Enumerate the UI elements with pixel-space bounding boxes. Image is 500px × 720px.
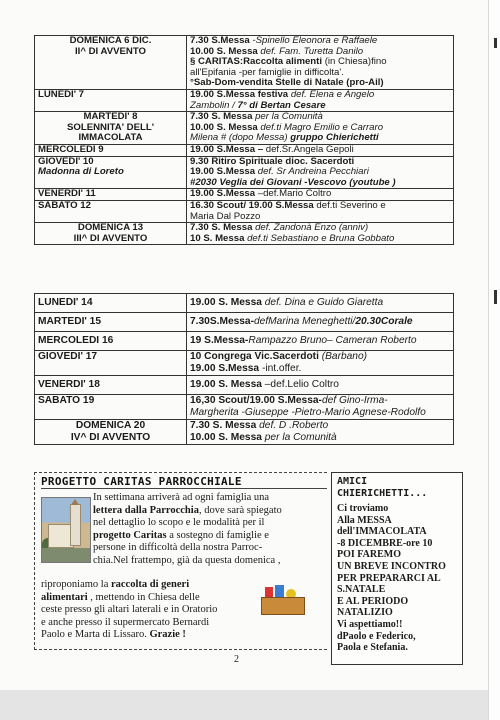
service-line bbox=[190, 133, 450, 144]
caritas-line bbox=[93, 517, 321, 530]
schedule-services bbox=[187, 332, 454, 351]
schedule-row bbox=[35, 223, 454, 245]
schedule-row bbox=[35, 189, 454, 201]
service-line bbox=[190, 101, 450, 112]
schedule-day bbox=[35, 144, 187, 156]
service-text: 7.30 S.Messa bbox=[190, 35, 253, 46]
service-text: gruppo Chierichetti bbox=[290, 132, 379, 144]
caritas-box bbox=[34, 472, 327, 650]
day-label: SOLENNITA' DELL' bbox=[67, 121, 154, 133]
service-text: #2030 Veglia dei Giovani -Vescovo (youtube ) bbox=[190, 176, 396, 188]
schedule-services bbox=[187, 223, 454, 245]
day-label: MERCOLEDI 16 bbox=[38, 335, 114, 346]
service-text: Margherita -Giuseppe -Pietro-Mario Agnese-Rodolfo bbox=[190, 407, 426, 418]
chierichetti-title-line: CHIERICHETTI... bbox=[337, 488, 428, 499]
caritas-text: e anche presso il supermercato Bernardi bbox=[41, 616, 210, 628]
service-text: 19.00 S.Messa – bbox=[190, 144, 266, 155]
service-line bbox=[190, 145, 450, 156]
schedule-table-week1 bbox=[34, 35, 454, 245]
day-label: IV^ DI AVVENTO bbox=[70, 432, 151, 443]
service-text: def. Fam. Turetta Danilo bbox=[260, 45, 364, 57]
service-text: 20.30Corale bbox=[355, 316, 413, 327]
schedule-services bbox=[187, 189, 454, 201]
caritas-text: alimentari bbox=[41, 591, 88, 603]
schedule-day bbox=[35, 376, 187, 395]
schedule-services bbox=[187, 376, 454, 395]
caritas-line bbox=[93, 542, 321, 555]
service-line bbox=[190, 212, 450, 223]
schedule-services bbox=[187, 420, 454, 445]
service-text: 7.30S.Messa- bbox=[190, 316, 254, 327]
caritas-line bbox=[41, 617, 321, 630]
schedule-row bbox=[35, 332, 454, 351]
service-text: 19 S.Messa- bbox=[190, 335, 249, 346]
schedule-services bbox=[187, 144, 454, 156]
service-line bbox=[190, 395, 450, 407]
service-text: def.ti Sebastiano e Bruna Gobbato bbox=[247, 232, 395, 244]
caritas-text: lettera dalla Parrocchia bbox=[93, 504, 199, 516]
schedule-row bbox=[35, 376, 454, 395]
chierichetti-title bbox=[337, 476, 457, 500]
day-label: IMMACOLATA bbox=[78, 132, 143, 144]
caritas-title: PROGETTO CARITAS PARROCCHIALE bbox=[41, 475, 327, 489]
schedule-day bbox=[35, 294, 187, 313]
schedule-day bbox=[35, 112, 187, 145]
caritas-text: , mettendo in Chiesa delle bbox=[87, 591, 200, 603]
schedule-row bbox=[35, 313, 454, 332]
service-text: 7° di Bertan Cesare bbox=[237, 99, 326, 111]
day-label: LUNEDI' 7 bbox=[38, 89, 84, 100]
chierichetti-line: dell'IMMACOLATA bbox=[337, 526, 427, 538]
service-text: def. Elena e Angelo bbox=[290, 89, 375, 100]
service-text: 10.00 S. Messa bbox=[190, 45, 261, 57]
service-line bbox=[190, 432, 450, 444]
schedule-services bbox=[187, 294, 454, 313]
schedule-day bbox=[35, 420, 187, 445]
service-text: def.Sr.Angela Gepoli bbox=[265, 144, 354, 155]
service-text: def. D .Roberto bbox=[259, 420, 329, 431]
service-text: 19.00 S.Messa bbox=[190, 363, 262, 374]
chierichetti-line: E AL PERIODO bbox=[337, 595, 409, 607]
caritas-text: chia.Nel frattempo, già da questa domenica , bbox=[93, 554, 281, 566]
chierichetti-line: S.NATALE bbox=[337, 584, 386, 596]
caritas-text: Grazie ! bbox=[149, 629, 186, 641]
day-label: Madonna di Loreto bbox=[38, 166, 124, 178]
schedule-table-week2 bbox=[34, 293, 454, 445]
chierichetti-line: Alla MESSA bbox=[337, 514, 392, 526]
caritas-line bbox=[93, 530, 321, 543]
day-label: II^ DI AVVENTO bbox=[75, 45, 146, 57]
day-label: DOMENICA 13 bbox=[77, 222, 144, 234]
day-label: GIOVEDI' 17 bbox=[38, 351, 98, 362]
service-line bbox=[190, 234, 450, 245]
service-line bbox=[190, 316, 450, 328]
service-line bbox=[190, 407, 450, 419]
caritas-text: Paolo e Marta di Lissaro. bbox=[41, 629, 150, 641]
caritas-text: raccolta di generi bbox=[110, 579, 190, 590]
chierichetti-line: -8 DICEMBRE-ore 10 bbox=[337, 537, 433, 549]
service-text: 10 Congrega Vic.Sacerdoti bbox=[190, 351, 322, 362]
day-label: SABATO 19 bbox=[38, 395, 95, 406]
caritas-line bbox=[93, 555, 321, 568]
church-photo bbox=[41, 497, 91, 563]
service-text: 10.00 S. Messa bbox=[190, 121, 261, 133]
schedule-day bbox=[35, 332, 187, 351]
schedule-day bbox=[35, 89, 187, 111]
service-text: defMarina Meneghetti/ bbox=[254, 316, 356, 327]
service-text: per la Comunità bbox=[264, 432, 337, 443]
schedule-row bbox=[35, 395, 454, 420]
day-label: DOMENICA 6 DIC. bbox=[69, 35, 152, 46]
service-line bbox=[190, 420, 450, 432]
service-text: 19.00 S.Messa bbox=[190, 188, 258, 200]
service-text: Zambolin / bbox=[190, 99, 238, 111]
service-text: -Spinello Eleonora e Raffaele bbox=[252, 35, 378, 46]
schedule-services bbox=[187, 200, 454, 222]
day-label: III^ DI AVVENTO bbox=[73, 232, 148, 244]
schedule-day bbox=[35, 156, 187, 189]
schedule-day bbox=[35, 189, 187, 201]
service-text: all'Epifania -per famiglie in difficolta'. bbox=[190, 66, 344, 78]
service-text: § CARITAS:Raccolta alimenti bbox=[190, 56, 325, 68]
service-text: 10.00 S. Messa bbox=[190, 432, 265, 443]
schedule-row bbox=[35, 89, 454, 111]
caritas-text: riproponiamo la bbox=[41, 579, 111, 590]
service-line bbox=[190, 189, 450, 200]
day-label: MERCOLEDI 9 bbox=[38, 144, 104, 155]
schedule-row bbox=[35, 200, 454, 222]
schedule-row bbox=[35, 420, 454, 445]
background-shadow bbox=[0, 690, 488, 720]
service-line bbox=[190, 363, 450, 375]
service-text: 9.30 Ritiro Spirituale dioc. Sacerdoti bbox=[190, 156, 355, 167]
schedule-row bbox=[35, 36, 454, 90]
chierichetti-line: Paola e Stefania. bbox=[337, 642, 408, 654]
schedule-day bbox=[35, 395, 187, 420]
service-text: Maria Dal Pozzo bbox=[190, 210, 261, 222]
service-text: 19.00 S.Messa festiva bbox=[190, 89, 291, 100]
schedule-day bbox=[35, 313, 187, 332]
service-text: 16,30 Scout/19.00 S.Messa- bbox=[190, 395, 322, 406]
service-text: def. Sr Andreina Pecchiari bbox=[257, 166, 369, 178]
caritas-text: In settimana arriverà ad ogni famiglia una bbox=[93, 492, 270, 503]
schedule-row bbox=[35, 156, 454, 189]
service-text: –def.Lelio Coltro bbox=[264, 379, 339, 390]
day-label: GIOVEDI' 10 bbox=[38, 156, 94, 167]
service-text: °Sab-Dom-vendita Stelle di Natale (pro-Ail) bbox=[190, 77, 384, 89]
schedule-services bbox=[187, 112, 454, 145]
schedule-day bbox=[35, 351, 187, 376]
chierichetti-line: UN BREVE INCONTRO bbox=[337, 560, 446, 572]
day-label: VENERDI' 18 bbox=[38, 379, 100, 390]
caritas-text: persone in difficoltà della nostra Parroc- bbox=[93, 542, 263, 554]
service-line bbox=[190, 178, 450, 189]
chierichetti-line: NATALIZIO bbox=[337, 607, 393, 619]
caritas-line bbox=[93, 505, 321, 518]
service-text: Rampazzo Bruno– Cameran Roberto bbox=[248, 335, 417, 346]
service-text: def Gino-Irma- bbox=[321, 395, 388, 406]
service-text: 19.00 S. Messa bbox=[190, 297, 265, 308]
schedule-row bbox=[35, 144, 454, 156]
caritas-text: nel dettaglio lo scopo e le modalità per il bbox=[93, 517, 265, 529]
schedule-services bbox=[187, 395, 454, 420]
schedule-row bbox=[35, 351, 454, 376]
service-text: per la Comunità bbox=[255, 111, 323, 123]
service-text: (in Chiesa)fino bbox=[324, 56, 387, 68]
day-label: DOMENICA 20 bbox=[75, 420, 146, 431]
service-text: (Barbano) bbox=[321, 351, 368, 362]
schedule-services bbox=[187, 156, 454, 189]
service-text: -int.offer. bbox=[261, 363, 302, 374]
service-text: def.ti Magro Emilio e Carraro bbox=[260, 121, 384, 133]
service-text: 16.30 Scout/ 19.00 S.Messa bbox=[190, 200, 317, 211]
service-text: 7.30 S. Messa bbox=[190, 111, 256, 123]
service-text: def. Dina e Guido Giaretta bbox=[264, 297, 384, 308]
schedule-services bbox=[187, 36, 454, 90]
service-text: Milena # (dopo Messa) bbox=[190, 132, 291, 144]
service-text: 19.00 S. Messa bbox=[190, 379, 265, 390]
schedule-day bbox=[35, 36, 187, 90]
chierichetti-text bbox=[337, 503, 461, 654]
schedule-row bbox=[35, 112, 454, 145]
chierichetti-box bbox=[331, 472, 463, 665]
service-line bbox=[190, 297, 450, 309]
service-line bbox=[190, 335, 450, 347]
schedule-services bbox=[187, 89, 454, 111]
service-text: 19.00 S.Messa bbox=[190, 166, 258, 178]
chierichetti-title-line: AMICI bbox=[337, 476, 368, 487]
chierichetti-line: Vi aspettiamo!! bbox=[337, 618, 403, 630]
day-label: VENERDI' 11 bbox=[38, 188, 96, 200]
schedule-row bbox=[35, 294, 454, 313]
day-label: MARTEDI' 15 bbox=[38, 316, 101, 327]
day-label: MARTEDI' 8 bbox=[83, 111, 138, 123]
service-text: –def.Mario Coltro bbox=[257, 188, 332, 200]
service-line bbox=[190, 379, 450, 391]
schedule-day bbox=[35, 223, 187, 245]
caritas-line bbox=[93, 492, 321, 505]
page-number: 2 bbox=[234, 654, 239, 665]
schedule-services bbox=[187, 351, 454, 376]
chierichetti-line: PER PREPARARCI AL bbox=[337, 572, 441, 584]
service-line bbox=[190, 351, 450, 363]
caritas-line bbox=[41, 629, 321, 642]
caritas-text-top bbox=[93, 492, 321, 568]
caritas-text: a sostegno di famiglie e bbox=[166, 529, 269, 541]
chierichetti-line: Ci troviamo bbox=[337, 503, 389, 514]
service-text: def. Zandonà Enzo (anniv) bbox=[255, 222, 369, 234]
day-label: SABATO 12 bbox=[38, 200, 91, 211]
service-text: 7.30 S. Messa bbox=[190, 420, 260, 431]
chierichetti-line: POI FAREMO bbox=[337, 549, 401, 561]
service-text: def.ti Severino e bbox=[316, 200, 386, 211]
caritas-text: , dove sarà spiegato bbox=[198, 504, 282, 516]
service-line bbox=[190, 78, 450, 89]
schedule-day bbox=[35, 200, 187, 222]
caritas-text: progetto Caritas bbox=[93, 529, 167, 541]
food-box-illustration bbox=[257, 585, 307, 615]
service-text: 10 S. Messa bbox=[190, 232, 248, 244]
day-label: LUNEDI' 14 bbox=[38, 297, 93, 308]
adjacent-page-edge bbox=[488, 0, 500, 720]
caritas-text: ceste presso gli altari laterali e in Oratorio bbox=[41, 604, 218, 616]
chierichetti-line: dPaolo e Federico, bbox=[337, 630, 416, 642]
service-text: 7.30 S. Messa bbox=[190, 222, 256, 234]
schedule-services bbox=[187, 313, 454, 332]
